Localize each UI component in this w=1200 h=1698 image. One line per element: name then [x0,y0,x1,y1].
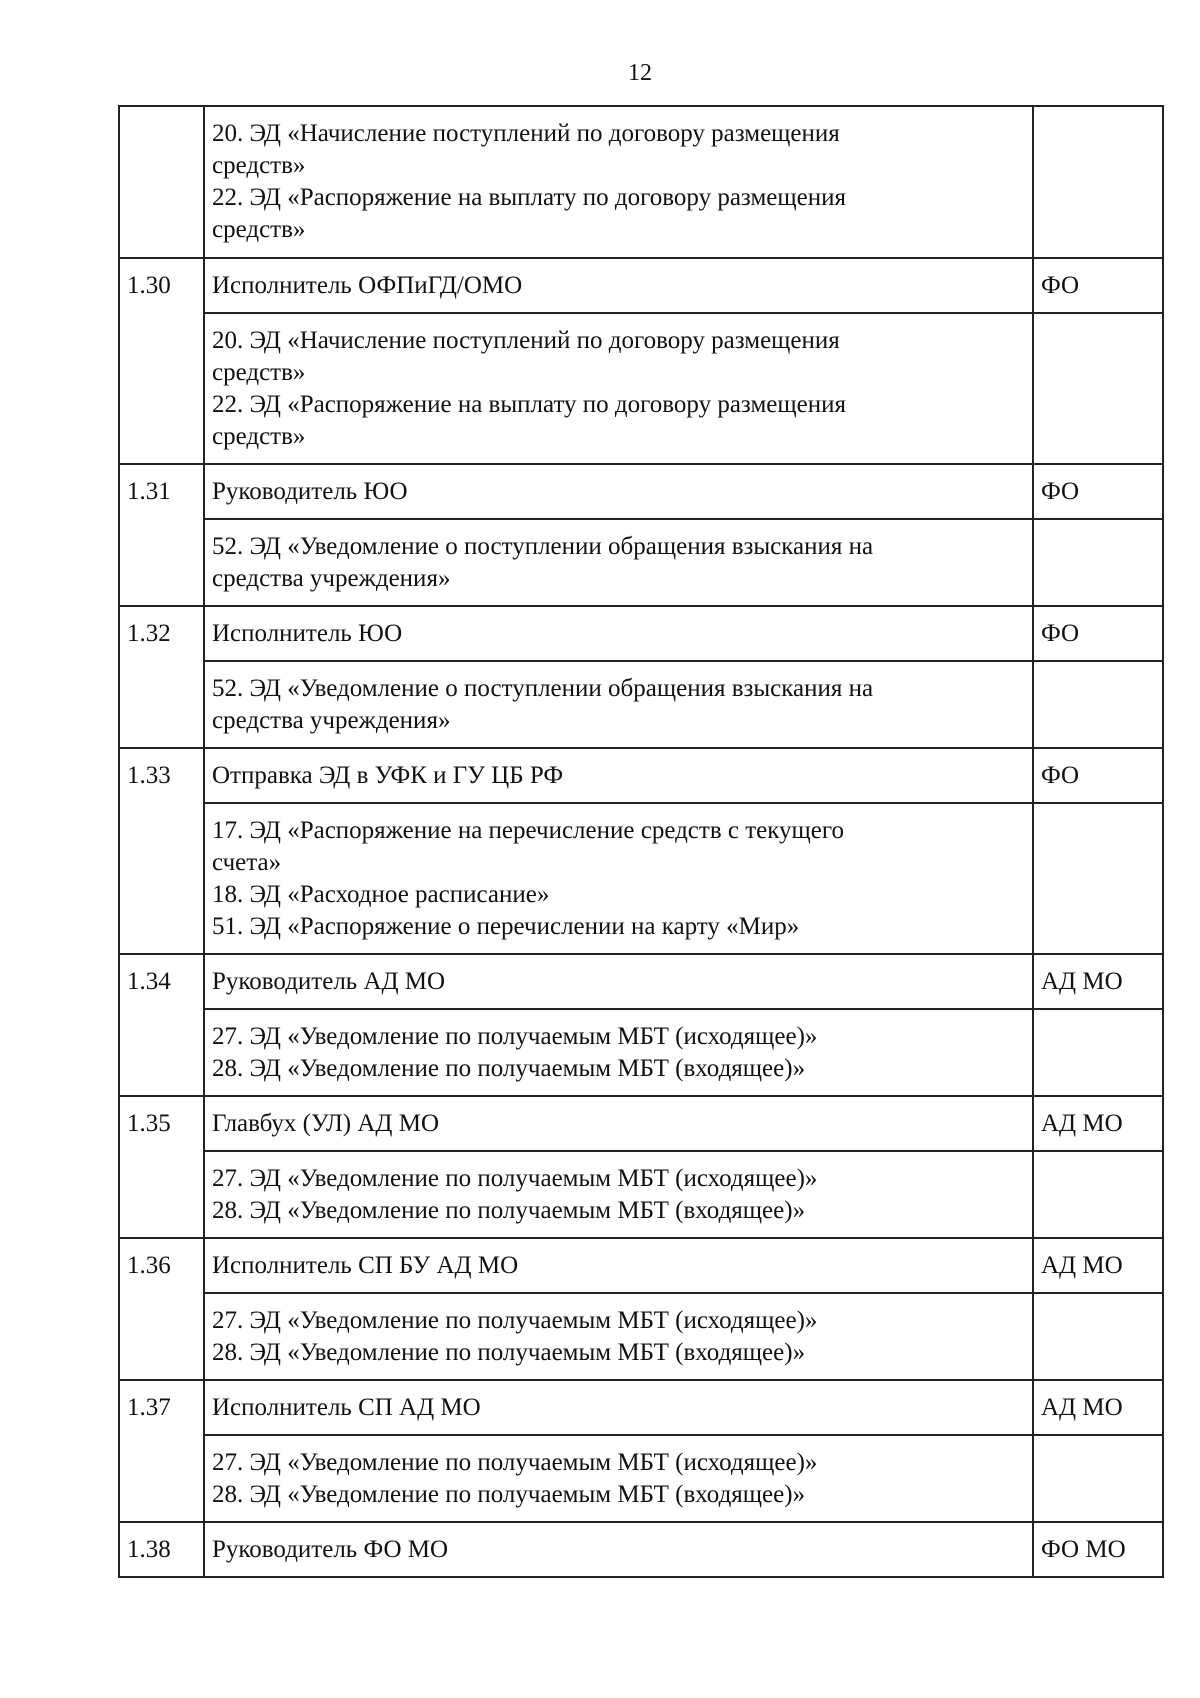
item-number: 1.35 [119,1096,204,1238]
document-line: 27. ЭД «Уведомление по получаемым МБТ (исходящее)» [212,1307,818,1334]
org-cell [1033,1435,1163,1522]
documents-cell [204,1009,1033,1096]
role-row [119,464,1163,519]
org-cell [1033,1293,1163,1380]
document-line: 20. ЭД «Начисление поступлений по договору размещения [212,120,840,147]
role-title: Руководитель ЮО [204,464,1033,519]
document-line: 52. ЭД «Уведомление о поступлении обращения взыскания на [212,533,874,560]
org-cell [1033,313,1163,464]
role-title: Исполнитель ОФПиГД/ОМО [204,258,1033,313]
document-line: 28. ЭД «Уведомление по получаемым МБТ (входящее)» [212,1481,806,1508]
documents-row [119,803,1163,954]
role-title: Исполнитель ЮО [204,606,1033,661]
documents-row [119,313,1163,464]
documents-cell [204,1435,1033,1522]
role-title: Руководитель АД МО [204,954,1033,1009]
item-number: 1.37 [119,1380,204,1522]
role-title: Исполнитель СП БУ АД МО [204,1238,1033,1293]
continuation-row [119,106,1163,258]
documents-cell [204,106,1033,258]
org-cell [1033,519,1163,606]
item-number: 1.33 [119,748,204,954]
role-org: ФО [1033,748,1163,803]
document-line: средства учреждения» [212,707,451,734]
documents-row [119,1009,1163,1096]
documents-row [119,661,1163,748]
role-row [119,606,1163,661]
org-cell [1033,1151,1163,1238]
role-org: АД МО [1033,954,1163,1009]
item-number: 1.34 [119,954,204,1096]
item-number: 1.36 [119,1238,204,1380]
role-row [119,1380,1163,1435]
role-title: Главбух (УЛ) АД МО [204,1096,1033,1151]
role-row [119,748,1163,803]
document-line: 17. ЭД «Распоряжение на перечисление средств с текущего [212,817,845,844]
document-line: 27. ЭД «Уведомление по получаемым МБТ (исходящее)» [212,1449,818,1476]
org-cell [1033,803,1163,954]
document-line: 28. ЭД «Уведомление по получаемым МБТ (входящее)» [212,1055,806,1082]
document-line: средств» [212,423,306,450]
org-cell [1033,106,1163,258]
document-line: 22. ЭД «Распоряжение на выплату по договору размещения [212,391,846,418]
document-line: 28. ЭД «Уведомление по получаемым МБТ (входящее)» [212,1197,806,1224]
item-number: 1.30 [119,258,204,464]
role-row [119,1522,1163,1577]
role-title: Отправка ЭД в УФК и ГУ ЦБ РФ [204,748,1033,803]
role-row [119,258,1163,313]
document-line: средства учреждения» [212,565,451,592]
role-title: Исполнитель СП АД МО [204,1380,1033,1435]
documents-cell [204,1293,1033,1380]
document-line: 52. ЭД «Уведомление о поступлении обращения взыскания на [212,675,874,702]
documents-cell [204,1151,1033,1238]
page-number: 12 [628,60,652,86]
number-cell [119,106,204,258]
document-line: средств» [212,152,306,179]
documents-cell [204,661,1033,748]
document-line: 27. ЭД «Уведомление по получаемым МБТ (исходящее)» [212,1023,818,1050]
role-org: ФО МО [1033,1522,1163,1577]
document-line: 22. ЭД «Распоряжение на выплату по договору размещения [212,184,846,211]
document-line: средств» [212,216,306,243]
document-line: средств» [212,359,306,386]
table-body [119,106,1163,1577]
documents-row [119,1151,1163,1238]
role-title: Руководитель ФО МО [204,1522,1033,1577]
documents-row [119,519,1163,606]
documents-cell [204,803,1033,954]
org-cell [1033,1009,1163,1096]
documents-row [119,1435,1163,1522]
document-line: 51. ЭД «Распоряжение о перечислении на карту «Мир» [212,913,800,940]
role-row [119,1096,1163,1151]
role-row [119,1238,1163,1293]
document-line: 20. ЭД «Начисление поступлений по договору размещения [212,327,840,354]
documents-row [119,1293,1163,1380]
documents-cell [204,313,1033,464]
roles-table [118,105,1164,1578]
role-org: ФО [1033,606,1163,661]
document-line: 18. ЭД «Расходное расписание» [212,881,550,908]
role-org: АД МО [1033,1238,1163,1293]
role-row [119,954,1163,1009]
document-line: 27. ЭД «Уведомление по получаемым МБТ (исходящее)» [212,1165,818,1192]
role-org: АД МО [1033,1096,1163,1151]
org-cell [1033,661,1163,748]
role-org: ФО [1033,258,1163,313]
document-line: счета» [212,849,282,876]
role-org: АД МО [1033,1380,1163,1435]
item-number: 1.38 [119,1522,204,1577]
item-number: 1.31 [119,464,204,606]
documents-cell [204,519,1033,606]
document-line: 28. ЭД «Уведомление по получаемым МБТ (входящее)» [212,1339,806,1366]
role-org: ФО [1033,464,1163,519]
item-number: 1.32 [119,606,204,748]
